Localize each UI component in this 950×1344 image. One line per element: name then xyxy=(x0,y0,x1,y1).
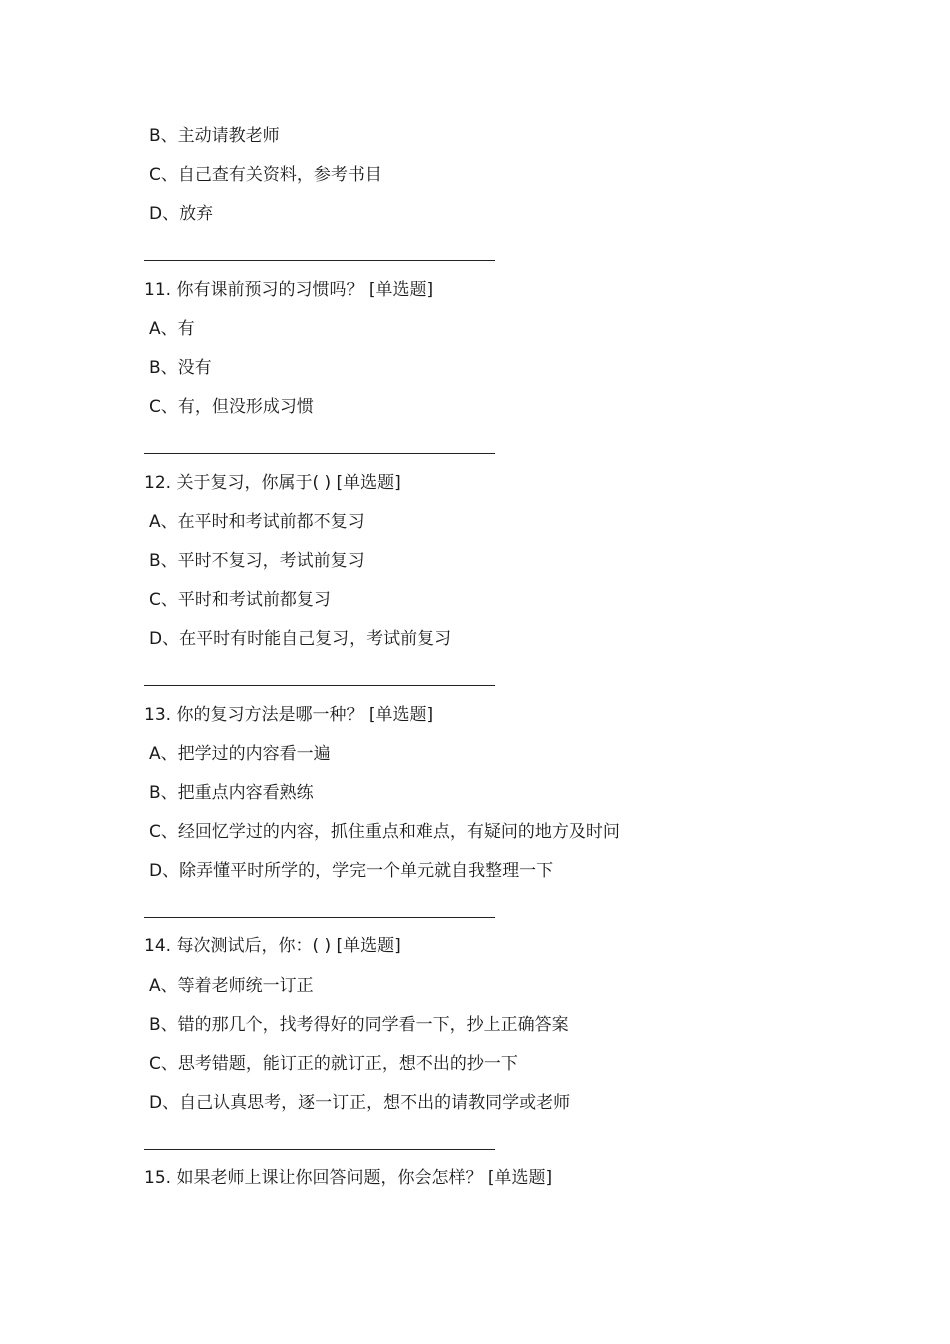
q11-question: 11. 你有课前预习的习惯吗？ [单选题] xyxy=(144,280,434,300)
q13-option-b: B、把重点内容看熟练 xyxy=(149,783,314,803)
q13-question: 13. 你的复习方法是哪一种？ [单选题] xyxy=(144,705,434,725)
q14-option-c: C、思考错题，能订正的就订正，想不出的抄一下 xyxy=(149,1054,518,1074)
q14-question: 14. 每次测试后，你：( ) [单选题] xyxy=(144,936,401,956)
q13-option-d: D、除弄懂平时所学的，学完一个单元就自我整理一下 xyxy=(149,861,554,881)
q12-question: 12. 关于复习，你属于( ) [单选题] xyxy=(144,473,401,493)
q14-option-b: B、错的那几个，找考得好的同学看一下，抄上正确答案 xyxy=(149,1015,569,1035)
answer-underline xyxy=(144,685,495,686)
q14-option-d: D、自己认真思考，逐一订正，想不出的请教同学或老师 xyxy=(149,1093,571,1113)
answer-underline xyxy=(144,453,495,454)
answer-underline xyxy=(144,917,495,918)
q10-option-d: D、放弃 xyxy=(149,204,214,224)
q13-option-c: C、经回忆学过的内容，抓住重点和难点，有疑问的地方及时问 xyxy=(149,822,620,842)
answer-underline xyxy=(144,1149,495,1150)
q11-option-c: C、有，但没形成习惯 xyxy=(149,397,314,417)
q12-option-a: A、在平时和考试前都不复习 xyxy=(149,512,365,532)
q14-option-a: A、等着老师统一订正 xyxy=(149,976,314,996)
q12-option-c: C、平时和考试前都复习 xyxy=(149,590,331,610)
q15-question: 15. 如果老师上课让你回答问题，你会怎样？ [单选题] xyxy=(144,1168,553,1188)
q12-option-b: B、平时不复习，考试前复习 xyxy=(149,551,365,571)
answer-underline xyxy=(144,260,495,261)
q12-option-d: D、在平时有时能自己复习，考试前复习 xyxy=(149,629,452,649)
q11-option-b: B、没有 xyxy=(149,358,212,378)
q11-option-a: A、有 xyxy=(149,319,195,339)
q10-option-c: C、自己查有关资料，参考书目 xyxy=(149,165,382,185)
q13-option-a: A、把学过的内容看一遍 xyxy=(149,744,331,764)
q10-option-b: B、主动请教老师 xyxy=(149,126,280,146)
